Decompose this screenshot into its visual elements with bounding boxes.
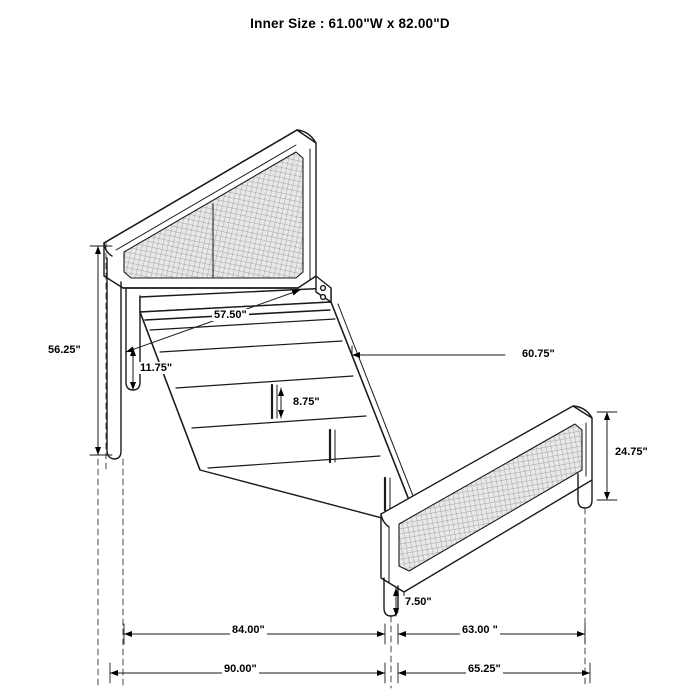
dimension-label-headboard-height: 56.25" — [48, 344, 81, 356]
dimension-label-deck-width: 60.75" — [522, 348, 555, 360]
dimension-label-headboard-width: 57.50" — [214, 309, 247, 321]
dimension-label-rail-height: 11.75" — [140, 362, 173, 374]
slat-deck — [140, 302, 424, 528]
dimension-label-footboard-width: 63.00 " — [462, 624, 498, 636]
dimension-label-footboard-height: 24.75" — [615, 446, 648, 458]
dimension-label-overall-width: 65.25" — [468, 663, 501, 675]
dimension-label-overall-length: 90.00" — [224, 663, 257, 675]
dimension-label-slat-support-height: 8.75" — [293, 396, 320, 408]
dimension-label-side-rail-length: 84.00" — [232, 624, 265, 636]
page-title: Inner Size : 61.00"W x 82.00"D — [250, 16, 450, 31]
footboard — [381, 406, 592, 616]
dimension-label-footboard-clearance: 7.50" — [405, 596, 432, 608]
